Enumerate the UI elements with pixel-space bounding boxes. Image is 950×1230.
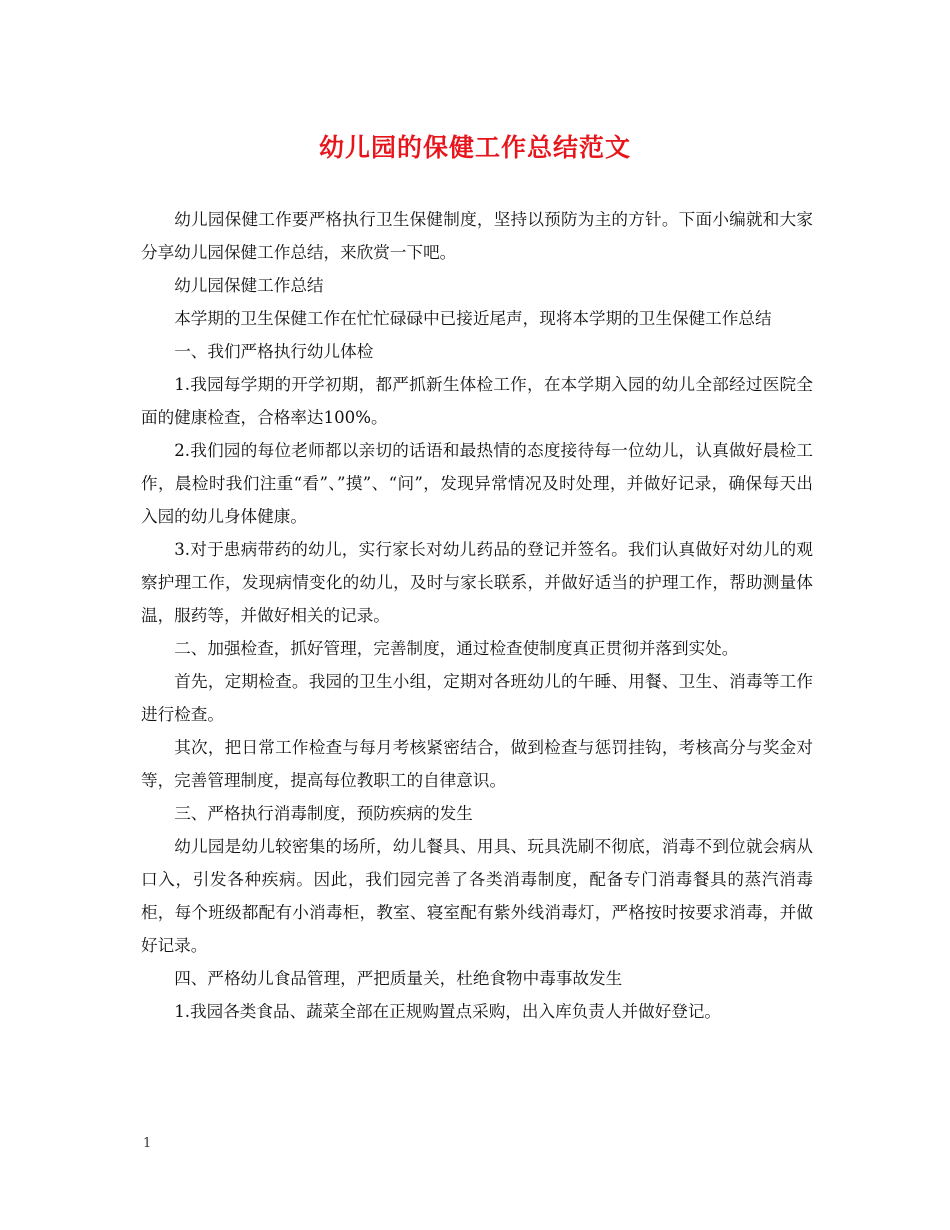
- paragraph-item: 2.我们园的每位老师都以亲切的话语和最热情的态度接待每一位幼儿，认真做好晨检工作，晨检时我们注重“看”、”摸”、“问”，发现异常情况及时处理，并做好记录，确保每天出入园的幼儿身体健康。: [141, 441, 813, 526]
- section-heading-3: 三、严格执行消毒制度，预防疾病的发生: [174, 804, 473, 823]
- paragraph-item: 首先，定期检查。我园的卫生小组，定期对各班幼儿的午睡、用餐、卫生、消毒等工作进行检查。: [141, 672, 813, 724]
- paragraph-intro: 幼儿园保健工作要严格执行卫生保健制度，坚持以预防为主的方针。下面小编就和大家分享幼儿园保健工作总结，来欣赏一下吧。: [141, 210, 813, 262]
- paragraph-item: 其次，把日常工作检查与每月考核紧密结合，做到检查与惩罚挂钩，考核高分与奖金对等，完善管理制度，提高每位教职工的自律意识。: [141, 738, 813, 790]
- section-heading-1: 一、我们严格执行幼儿体检: [174, 342, 374, 361]
- paragraph-item: 3.对于患病带药的幼儿，实行家长对幼儿药品的登记并签名。我们认真做好对幼儿的观察护理工作，发现病情变化的幼儿，及时与家长联系，并做好适当的护理工作，帮助测量体温，服药等，并做好相关的记录。: [141, 540, 813, 625]
- paragraph-item: 1.我园每学期的开学初期，都严抓新生体检工作，在本学期入园的幼儿全部经过医院全面的健康检查，合格率达100%。: [141, 375, 813, 427]
- page-number: 1: [143, 1136, 152, 1151]
- paragraph-item: 幼儿园是幼儿较密集的场所，幼儿餐具、用具、玩具洗刷不彻底，消毒不到位就会病从口入，引发各种疾病。因此，我们园完善了各类消毒制度，配备专门消毒餐具的蒸汽消毒柜，每个班级都配有小消毒柜，教室、寝室配有紫外线消毒灯，严格按时按要求消毒，并做好记录。: [141, 837, 813, 955]
- paragraph-item: 1.我园各类食品、蔬菜全部在正规购置点采购，出入库负责人并做好登记。: [174, 1002, 722, 1021]
- document-body: [141, 203, 813, 1028]
- document-title: 幼儿园的保健工作总结范文: [318, 133, 631, 162]
- section-heading-4: 四、严格幼儿食品管理，严把质量关，杜绝食物中毒事故发生: [174, 969, 623, 988]
- paragraph-subtitle: 幼儿园保健工作总结: [174, 276, 324, 295]
- section-heading-2: 二、加强检查，抓好管理，完善制度，通过检查使制度真正贯彻并落到实处。: [174, 639, 739, 658]
- paragraph-summary-lead: 本学期的卫生保健工作在忙忙碌碌中已接近尾声，现将本学期的卫生保健工作总结: [174, 309, 772, 328]
